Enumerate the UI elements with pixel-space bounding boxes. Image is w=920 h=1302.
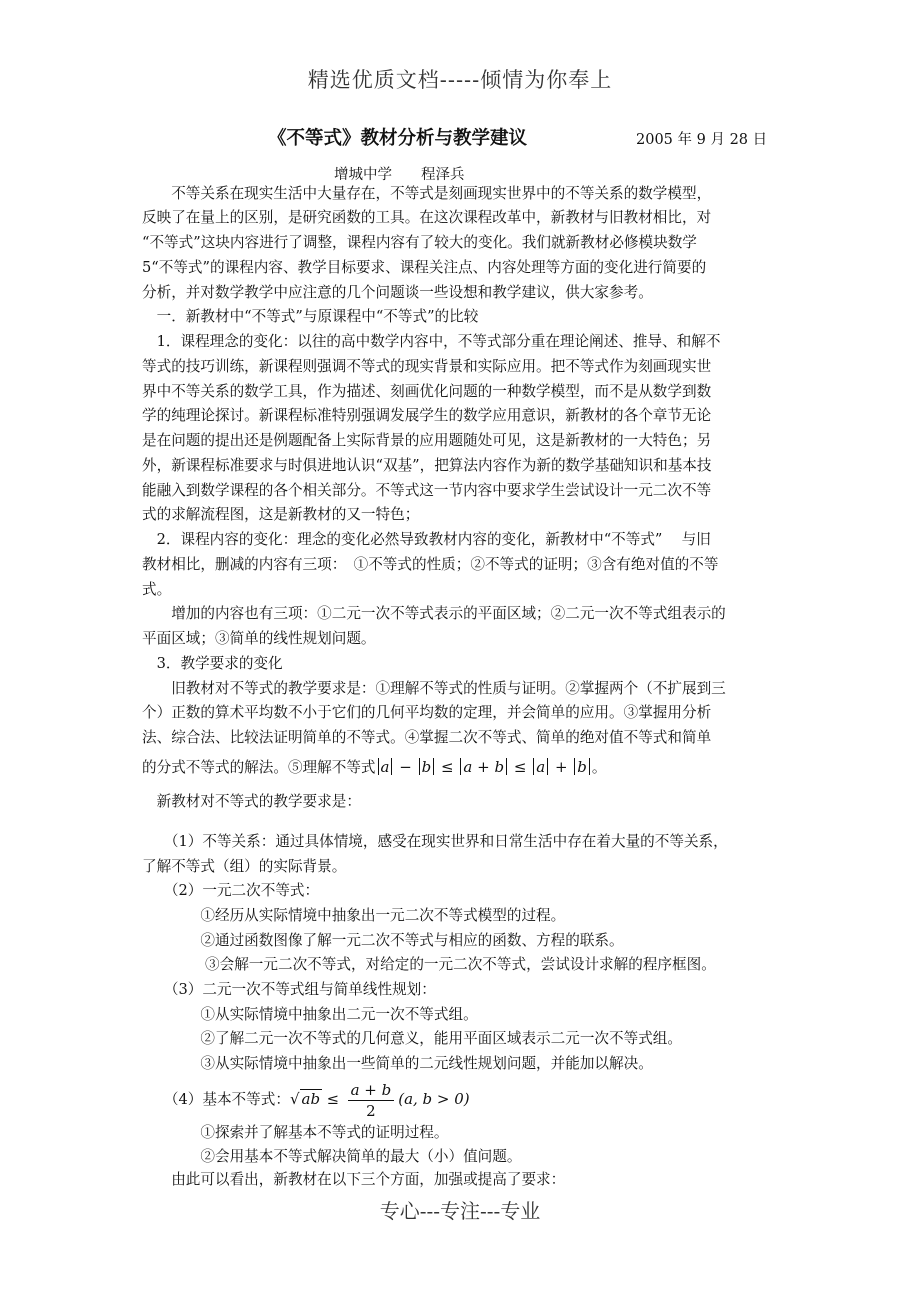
text-line: 不等关系在现实生活中大量存在，不等式是刻画现实世界中的不等关系的数学模型， (142, 185, 712, 202)
page-header: 精选优质文档-----倾情为你奉上 (307, 68, 613, 92)
text-line: 由此可以看出，新教材在以下三个方面，加强或提高了要求： (142, 1171, 566, 1188)
text-line: 法、综合法、比较法证明简单的不等式。④掌握二次不等式、简单的绝对值不等式和简单 (142, 729, 712, 746)
text-line: 平面区域；③简单的线性规划问题。 (142, 630, 376, 647)
list-item: ①探索并了解基本不等式的证明过程。 (142, 1124, 449, 1141)
le-symbol: ≤ (326, 1091, 339, 1108)
formula-suffix: 。 (591, 759, 607, 776)
text-line: 界中不等关系的数学工具，作为描述、刻画优化问题的一种数学模型，而不是从数学到数 (142, 383, 712, 400)
list-item: ②会用基本不等式解决简单的最大（小）值问题。 (142, 1148, 522, 1165)
abs-inequality-formula: a − b ≤ a + b ≤ a + b (376, 758, 592, 776)
text-line: 是在问题的提出还是例题配备上实际背景的应用题随处可见，这是新教材的一大特色；另 (142, 432, 712, 449)
basic-inequality-line (142, 1074, 470, 1124)
text-line: 新教材对不等式的教学要求是： (142, 793, 361, 810)
text-line: 反映了在量上的区别，是研究函数的工具。在这次课程改革中，新教材与旧教材相比，对 (142, 209, 712, 226)
text-line-with-formula (142, 754, 607, 780)
sqrt-formula: √ ab (289, 1090, 321, 1108)
text-line: 旧教材对不等式的教学要求是：①理解不等式的性质与证明。②掌握两个（不扩展到三 (142, 680, 726, 697)
text-line: 1．课程理念的变化：以往的高中数学内容中，不等式部分重在理论阐述、推导、和解不 (142, 333, 721, 350)
text-line: 式的求解流程图，这是新教材的又一特色； (142, 506, 420, 523)
document-title: 《不等式》教材分析与教学建议 (268, 128, 528, 149)
list-heading: （3）二元一次不等式组与简单线性规划： (142, 981, 436, 998)
condition-formula: (a, b > 0) (398, 1090, 470, 1108)
list-item: ③从实际情境中抽象出一些简单的二元线性规划问题，并能加以解决。 (142, 1055, 653, 1072)
text-line: 式。 (142, 581, 172, 598)
page-footer: 专心---专注---专业 (379, 1199, 541, 1223)
text-line: 个）正数的算术平均数不小于它们的几何平均数的定理，并会简单的应用。③掌握用分析 (142, 704, 712, 721)
section-heading: 一．新教材中“不等式”与原课程中“不等式”的比较 (142, 308, 479, 325)
list-item: ③会解一元二次不等式，对给定的一元二次不等式，尝试设计求解的程序框图。 (142, 956, 716, 973)
text-line: “不等式”这块内容进行了调整，课程内容有了较大的变化。我们就新教材必修模块数学 (142, 234, 697, 251)
list-heading: （2）一元二次不等式： (142, 882, 320, 899)
subsection-heading: 3．教学要求的变化 (142, 655, 283, 672)
list-item: ②了解二元一次不等式的几何意义，能用平面区域表示二元一次不等式组。 (142, 1030, 682, 1047)
text-line: 学的纯理论探讨。新课程标准特别强调发展学生的数学应用意识，新教材的各个章节无论 (142, 407, 712, 424)
text-line: 增加的内容也有三项：①二元一次不等式表示的平面区域；②二元一次不等式组表示的 (142, 605, 726, 622)
text-line: 教材相比，删减的内容有三项： ①不等式的性质；②不等式的证明；③含有绝对值的不等 (142, 556, 719, 573)
text-line: 分析，并对数学教学中应注意的几个问题谈一些设想和教学建议，供大家参考。 (142, 284, 653, 301)
text-line: 等式的技巧训练，新课程则强调不等式的现实背景和实际应用。把不等式作为刻画现实世 (142, 358, 712, 375)
text-line: 外，新课程标准要求与时俱进地认识“双基”，把算法内容作为新的数学基础知识和基本技 (142, 457, 712, 474)
text-line: （1）不等关系：通过具体情境，感受在现实世界和日常生活中存在着大量的不等关系， (142, 833, 728, 850)
document-date: 2005 年 9 月 28 日 (636, 132, 768, 148)
fraction-formula: $\frac{a + b}{2}$ (348, 1080, 395, 1121)
text-line: 5“不等式”的课程内容、教学目标要求、课程关注点、内容处理等方面的变化进行简要的 (142, 259, 707, 276)
text-line: 了解不等式（组）的实际背景。 (142, 858, 347, 875)
document-author: 增城中学 程泽兵 (334, 167, 465, 183)
text-line: 2．课程内容的变化：理念的变化必然导致教材内容的变化，新教材中“不等式” 与旧 (142, 531, 711, 548)
basic-inequality-label: （4）基本不等式： (142, 1091, 290, 1108)
list-item: ①经历从实际情境中抽象出一元二次不等式模型的过程。 (142, 907, 566, 924)
list-item: ②通过函数图像了解一元二次不等式与相应的函数、方程的联系。 (142, 932, 624, 949)
list-item: ①从实际情境中抽象出二元一次不等式组。 (142, 1006, 478, 1023)
text-line: 能融入到数学课程的各个相关部分。不等式这一节内容中要求学生尝试设计一元二次不等 (142, 482, 712, 499)
formula-prefix: 的分式不等式的解法。⑤理解不等式 (142, 759, 376, 776)
